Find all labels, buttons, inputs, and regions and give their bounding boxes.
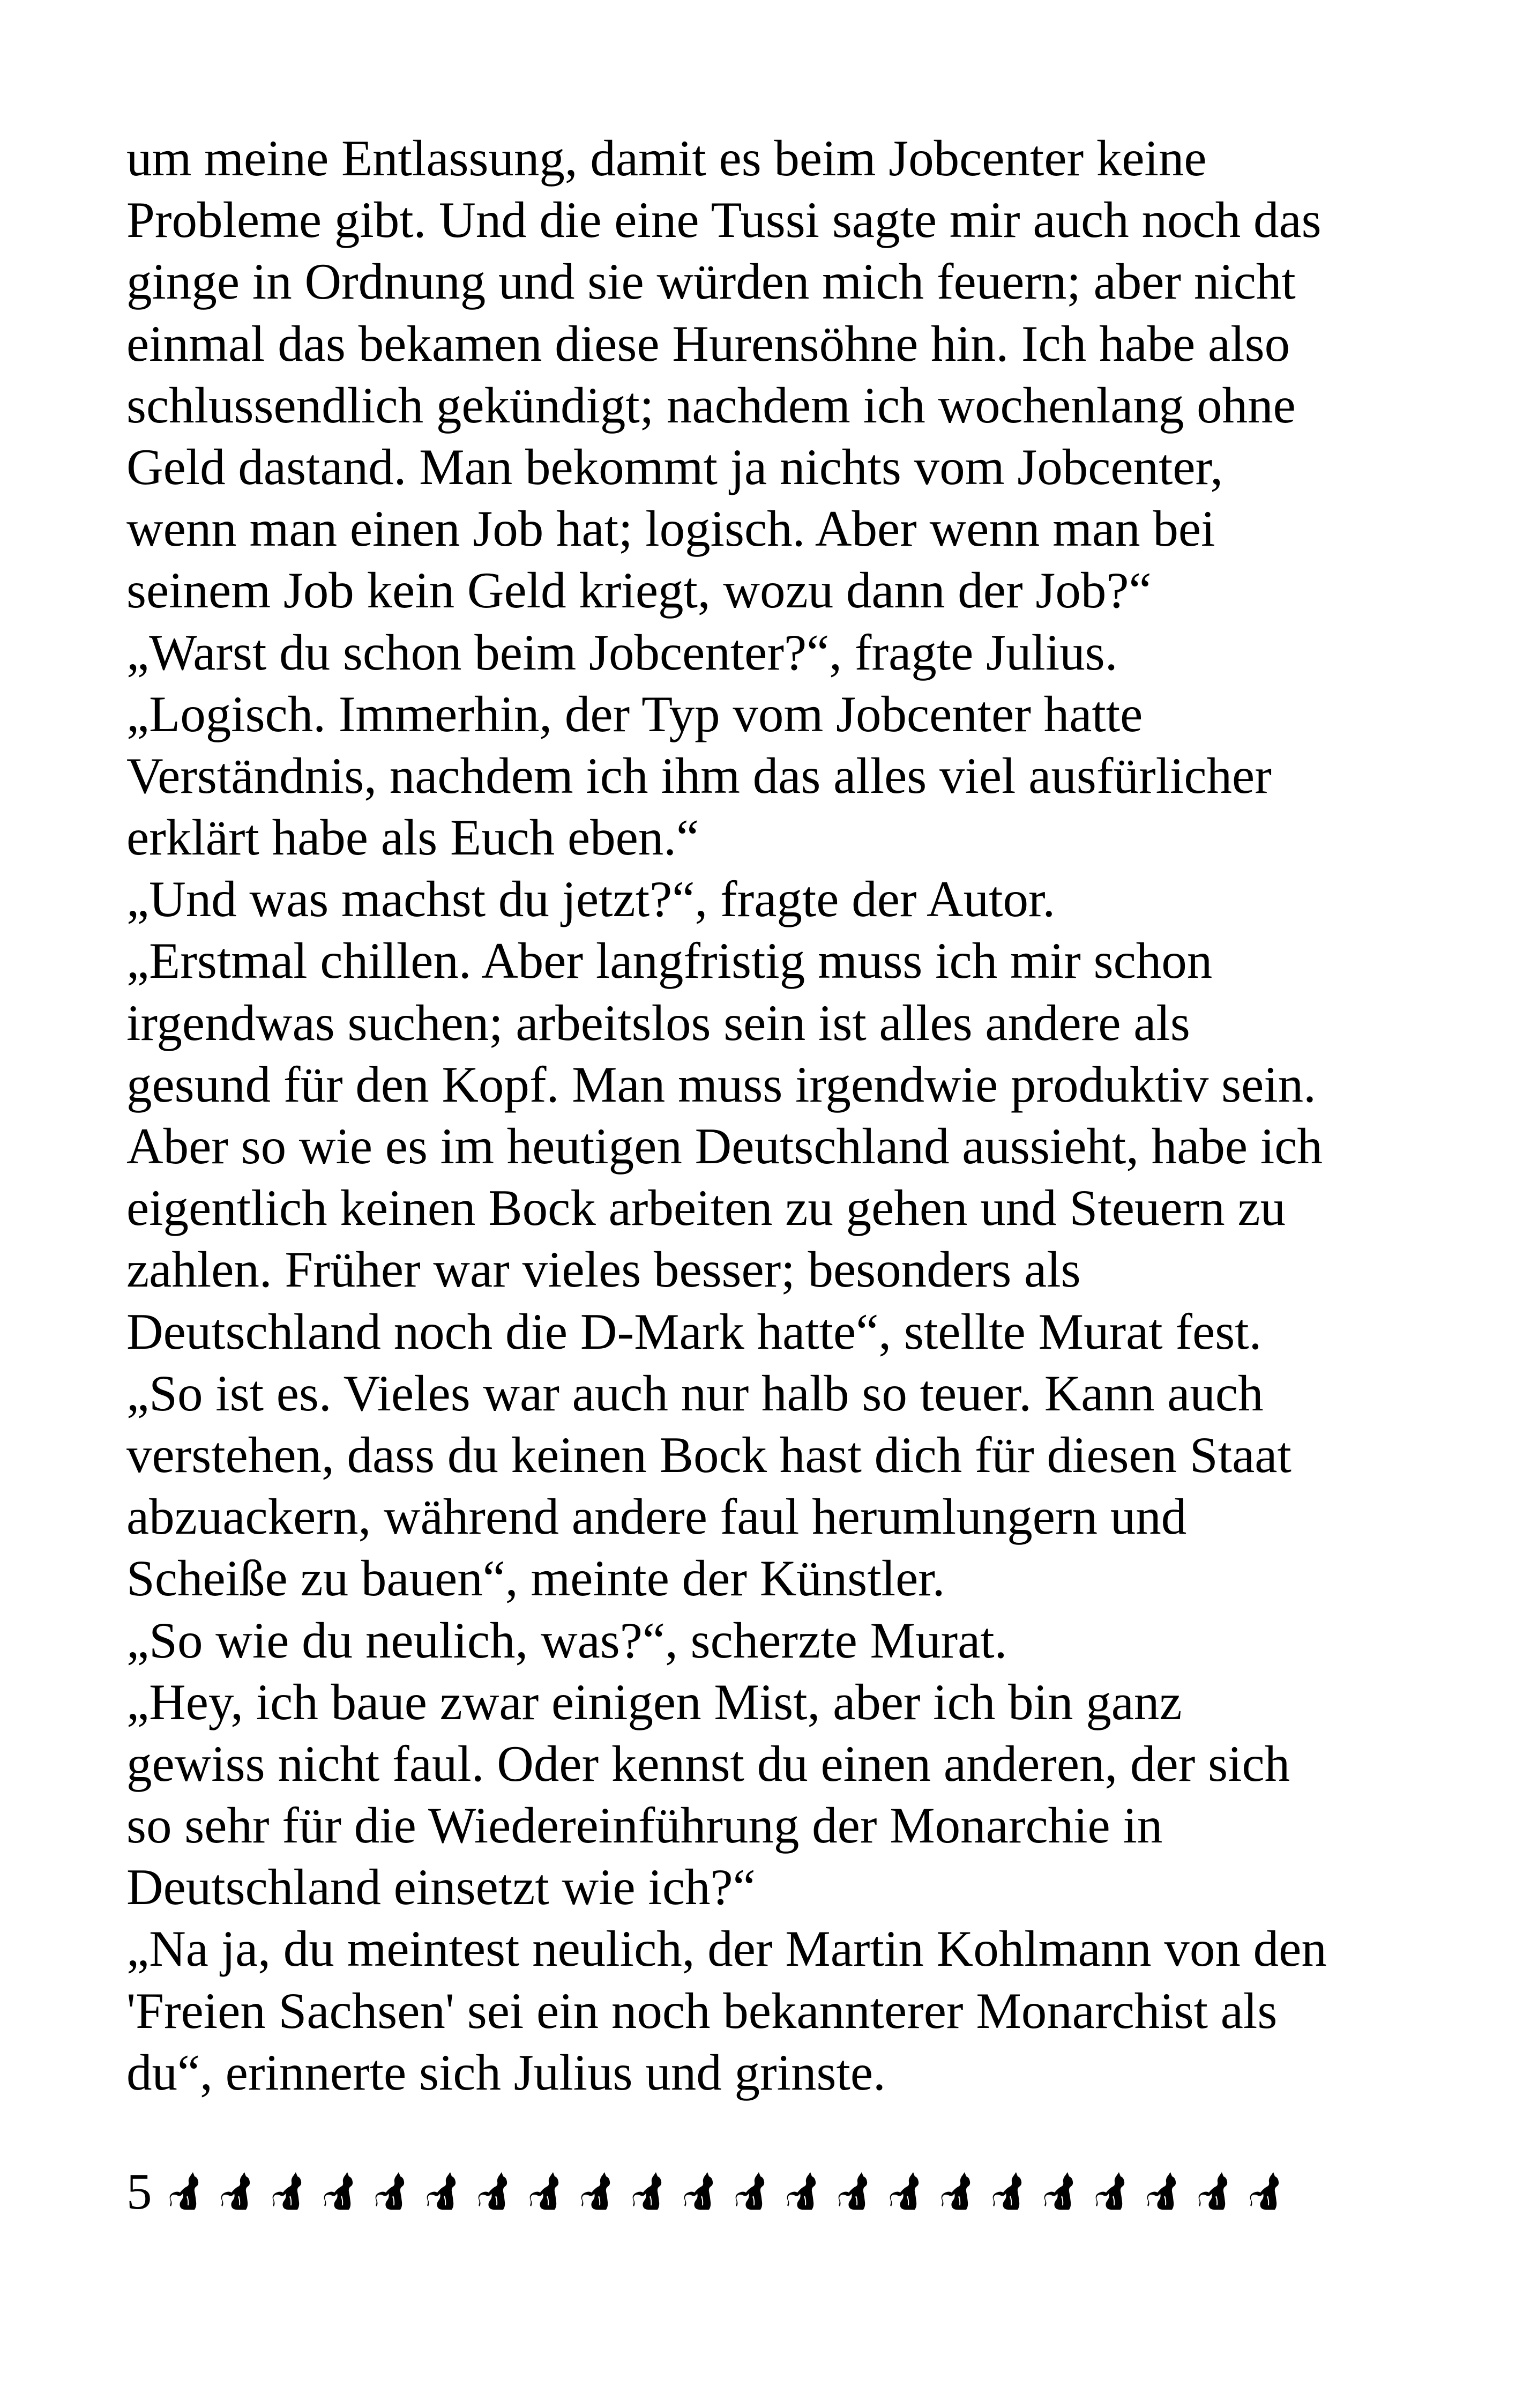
cat-silhouette-icon	[787, 2172, 821, 2211]
cat-silhouette-icon	[375, 2172, 409, 2211]
cat-silhouette-icon	[221, 2172, 255, 2211]
cat-silhouette-icon	[478, 2172, 512, 2211]
text-line: „Hey, ich baue zwar einigen Mist, aber ich bin ganz	[126, 1673, 1182, 1730]
text-line: „Na ja, du meintest neulich, der Martin Kohlmann von den	[126, 1920, 1327, 1978]
text-line: erklärt habe als Euch eben.“	[126, 809, 699, 866]
text-line: Geld dastand. Man bekommt ja nichts vom Jobcenter,	[126, 438, 1223, 495]
text-line: einmal das bekamen diese Hurensöhne hin. Ich habe also	[126, 315, 1290, 372]
page-number: 5	[126, 2162, 152, 2220]
cat-silhouette-icon	[632, 2172, 667, 2211]
text-line: abzuackern, während andere faul herumlungern und	[126, 1488, 1187, 1545]
text-line: zahlen. Früher war vieles besser; besonders als	[126, 1241, 1081, 1298]
cat-silhouette-icon	[941, 2172, 975, 2211]
text-line: ginge in Ordnung und sie würden mich feuern; aber nicht	[126, 253, 1296, 310]
cat-silhouette-icon	[735, 2172, 770, 2211]
cat-silhouette-icon	[1095, 2172, 1130, 2211]
cat-silhouette-icon	[992, 2172, 1027, 2211]
text-line: Verständnis, nachdem ich ihm das alles viel ausfürlicher	[126, 747, 1272, 804]
text-line: Scheiße zu bauen“, meinte der Künstler.	[126, 1550, 945, 1607]
text-line: 'Freien Sachsen' sei ein noch bekannterer Monarchist als	[126, 1982, 1278, 2039]
cat-silhouette-icon	[838, 2172, 872, 2211]
cat-silhouette-icon	[1044, 2172, 1078, 2211]
text-line: Deutschland noch die D-Mark hatte“, stellte Murat fest.	[126, 1303, 1262, 1360]
text-line: wenn man einen Job hat; logisch. Aber wenn man bei	[126, 500, 1215, 558]
text-line: „So ist es. Vieles war auch nur halb so teuer. Kann auch	[126, 1364, 1264, 1422]
text-line: verstehen, dass du keinen Bock hast dich für diesen Staat	[126, 1426, 1291, 1483]
text-line: „Logisch. Immerhin, der Typ vom Jobcenter hatte	[126, 685, 1143, 742]
text-line: seinem Job kein Geld kriegt, wozu dann der Job?“	[126, 562, 1152, 619]
cat-silhouette-icon	[324, 2172, 358, 2211]
text-line: gewiss nicht faul. Oder kennst du einen anderen, der sich	[126, 1735, 1290, 1792]
cat-silhouette-icon	[581, 2172, 615, 2211]
cat-silhouette-icon	[890, 2172, 924, 2211]
page-footer	[126, 2159, 1301, 2224]
cat-silhouette-icon	[427, 2172, 461, 2211]
cat-silhouette-icon	[1198, 2172, 1233, 2211]
cat-silhouette-icon	[169, 2172, 204, 2211]
text-line: Probleme gibt. Und die eine Tussi sagte mir auch noch das	[126, 191, 1322, 249]
text-line: „So wie du neulich, was?“, scherzte Murat.	[126, 1611, 1007, 1669]
cat-silhouette-icon	[1250, 2172, 1284, 2211]
text-line: eigentlich keinen Bock arbeiten zu gehen und Steuern zu	[126, 1179, 1286, 1237]
cat-silhouette-icon	[1147, 2172, 1181, 2211]
text-line: schlussendlich gekündigt; nachdem ich wochenlang ohne	[126, 376, 1296, 434]
text-line: um meine Entlassung, damit es beim Jobcenter keine	[126, 130, 1207, 187]
text-line: gesund für den Kopf. Man muss irgendwie produktiv sein.	[126, 1056, 1316, 1113]
text-line: irgendwas suchen; arbeitslos sein ist alles andere als	[126, 994, 1190, 1051]
body-text	[126, 128, 1434, 2104]
footer-ornament-row	[169, 2172, 1301, 2211]
text-line: so sehr für die Wiedereinführung der Monarchie in	[126, 1797, 1163, 1854]
text-line: Deutschland einsetzt wie ich?“	[126, 1859, 756, 1916]
cat-silhouette-icon	[272, 2172, 307, 2211]
cat-silhouette-icon	[684, 2172, 718, 2211]
text-line: du“, erinnerte sich Julius und grinste.	[126, 2043, 886, 2101]
text-line: „Warst du schon beim Jobcenter?“, fragte Julius.	[126, 623, 1118, 681]
text-line: „Erstmal chillen. Aber langfristig muss ich mir schon	[126, 932, 1213, 990]
text-line: „Und was machst du jetzt?“, fragte der Autor.	[126, 871, 1056, 928]
text-line: Aber so wie es im heutigen Deutschland aussieht, habe ich	[126, 1118, 1323, 1175]
cat-silhouette-icon	[529, 2172, 564, 2211]
